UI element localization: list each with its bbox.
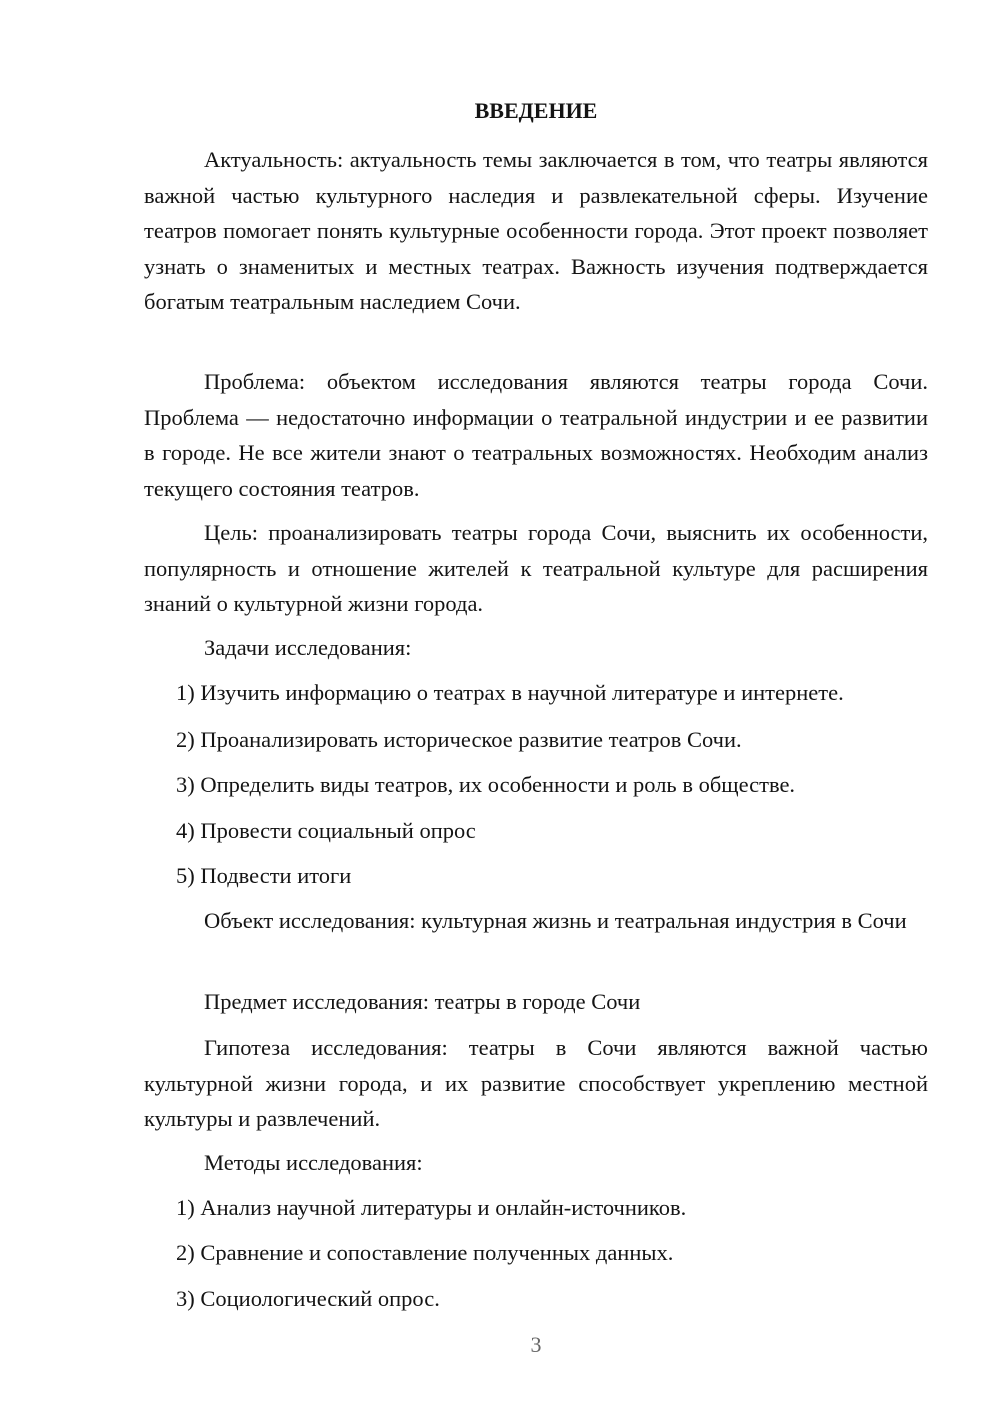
method-item-1: 1) Анализ научной литературы и онлайн-источников. (176, 1195, 687, 1220)
relevance-paragraph: Актуальность: актуальность темы заключается в том, что театры являются важной частью культурного наследия и развлекательной сферы. Изучение театров помогает понять культурные особенности города. Этот проект позволяет узнать о знаменитых и местных театрах. Важность изучения подтверждается богатым театральным наследием Сочи. (144, 147, 928, 314)
methods-heading: Методы исследования: (204, 1150, 423, 1175)
section-heading: ВВЕДЕНИЕ (474, 98, 598, 123)
subject-paragraph: Предмет исследования: театры в городе Сочи (204, 989, 641, 1014)
goal-paragraph: Цель: проанализировать театры города Сочи, выяснить их особенности, популярность и отношение жителей к театральной культуре для расширения знаний о культурной жизни города. (144, 520, 928, 616)
task-item-3: 3) Определить виды театров, их особенности и роль в обществе. (176, 772, 796, 797)
object-paragraph: Объект исследования: культурная жизнь и театральная индустрия в Сочи (204, 908, 907, 933)
task-item-4: 4) Провести социальный опрос (176, 818, 476, 843)
task-item-1: 1) Изучить информацию о театрах в научной литературе и интернете. (176, 680, 844, 705)
method-item-2: 2) Сравнение и сопоставление полученных данных. (176, 1240, 674, 1265)
method-item-3: 3) Социологический опрос. (176, 1286, 440, 1311)
hypothesis-paragraph: Гипотеза исследования: театры в Сочи являются важной частью культурной жизни города, и их развитие способствует укреплению местной культуры и развлечений. (144, 1035, 928, 1131)
task-item-2: 2) Проанализировать историческое развитие театров Сочи. (176, 727, 742, 752)
page-number: 3 (530, 1332, 542, 1357)
task-item-5: 5) Подвести итоги (176, 863, 352, 888)
problem-paragraph: Проблема: объектом исследования являются театры города Сочи. Проблема — недостаточно информации о театральной индустрии и ее развитии в городе. Не все жители знают о театральных возможностях. Необходим анализ текущего состояния театров. (144, 369, 928, 501)
tasks-heading: Задачи исследования: (204, 635, 412, 660)
